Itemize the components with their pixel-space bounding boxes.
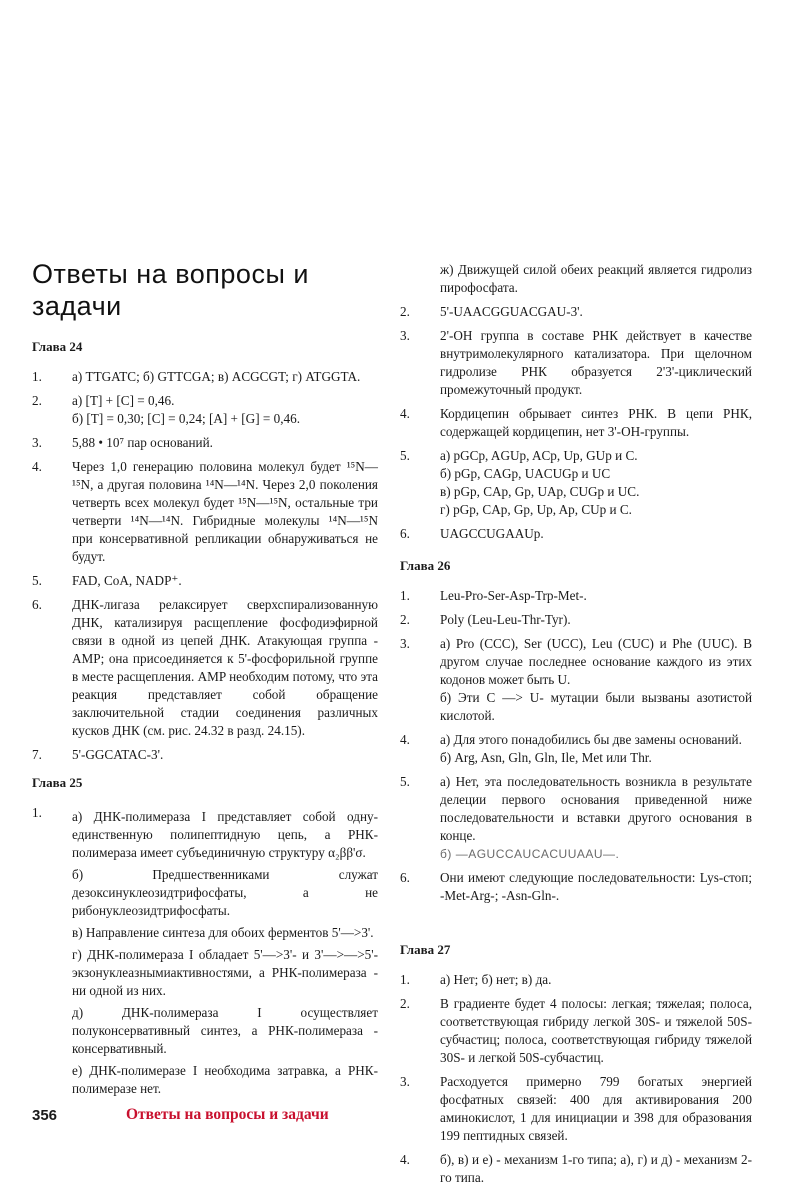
item-number: 4. xyxy=(400,732,410,747)
answer-line: а) [T] + [C] = 0,46. xyxy=(72,393,175,408)
item-number: 3. xyxy=(32,435,42,450)
chapter-26-item-3 xyxy=(400,635,752,725)
item-number: 7. xyxy=(32,747,42,762)
chapter-26-item-6 xyxy=(400,869,752,905)
item-body xyxy=(72,746,378,764)
answer-line: UAGCCUGAAUp. xyxy=(440,526,544,541)
answer-line: б) —AGUCCAUCACUUAAU—. xyxy=(440,847,620,861)
chapter-26-item-5 xyxy=(400,773,752,863)
answer-line: 5'-GGCATAC-3'. xyxy=(72,747,164,762)
item-body xyxy=(440,1151,752,1187)
left-column xyxy=(32,338,378,1104)
item-body xyxy=(72,434,378,452)
answer-part: е) ДНК-полимеразе I необходима затравка, а РНК-полимеразе нет. xyxy=(72,1063,378,1096)
chapter-26-answers xyxy=(400,587,752,905)
item-number: 4. xyxy=(32,459,42,474)
page-number: 356 xyxy=(32,1107,58,1124)
item-number: 5. xyxy=(32,573,42,588)
item-number: 1. xyxy=(32,369,42,384)
answer-line: а) TTGATC; б) GTTCGA; в) ACGCGT; г) ATGGTA. xyxy=(72,369,361,384)
chapter-27-item-4 xyxy=(400,1151,752,1187)
answer-line: г) pGp, CAp, Gp, Up, Ap, CUp и C. xyxy=(440,502,632,517)
item-body xyxy=(440,1073,752,1145)
answer-line: Кордицепин обрывает синтез РНК. В цепи РНК, содержащей кордицепин, нет 3'-OH-группы. xyxy=(440,406,752,439)
answer-part: б) Предшественниками служат дезоксинуклеозидтрифосфаты, а не рибонуклеозидтрифосфаты. xyxy=(72,867,378,918)
chapter-27-item-1 xyxy=(400,971,752,989)
item-number: 4. xyxy=(400,406,410,421)
chapter-24-answers xyxy=(32,368,378,764)
item-number: 1. xyxy=(32,805,42,820)
chapter-25-answers xyxy=(400,303,752,543)
item-body xyxy=(440,869,752,905)
right-column xyxy=(400,261,752,1193)
chapter-25-item-1 xyxy=(32,804,378,1098)
item-body xyxy=(440,971,752,989)
answer-line: Расходуется примерно 799 богатых энергией фосфатных связей: 400 для активирования 200 аминокислот, 1 для инициации и 398 для образования 199 пептидных связей. xyxy=(440,1074,752,1143)
answer-line: а) Нет; б) нет; в) да. xyxy=(440,972,552,987)
item-body xyxy=(440,995,752,1067)
chapter-25-item-5 xyxy=(400,525,752,543)
answer-line: а) pGCp, AGUp, ACp, Up, GUp и C. xyxy=(440,448,638,463)
answer-line: б) pGp, CAGp, UACUGp и UC xyxy=(440,466,611,481)
item-number: 1. xyxy=(400,972,410,987)
item-body xyxy=(72,368,378,386)
answer-part: в) Направление синтеза для обоих ферментов 5'—>3'. xyxy=(72,925,374,940)
item-body xyxy=(72,804,378,1098)
answer-line: 2'-OH группа в составе РНК действует в качестве внутримолекулярного катализатора. При щелочном гидролизе РНК образуется 2'3'-циклический промежуточный продукт. xyxy=(440,328,752,397)
item-body xyxy=(440,611,752,629)
item-body: ж) Движущей силой обеих реакций является гидролиз пирофосфата. xyxy=(440,262,752,295)
answer-part: а) ДНК-полимераза I представляет собой одну-единственную полипептидную цепь, а РНК-полимераза имеет субъединичную структуру α₂ββ'σ. xyxy=(72,809,378,860)
chapter-25-item-3 xyxy=(400,405,752,441)
answer-line: Poly (Leu-Leu-Thr-Tyr). xyxy=(440,612,571,627)
answer-line: а) Нет, эта последовательность возникла в результате делеции первого основания приведенной ниже последовательности и вставки другого основания в конце. xyxy=(440,774,752,843)
answer-line: Через 1,0 генерацию половина молекул будет ¹⁵N—¹⁵N, а другая половина ¹⁴N—¹⁴N. Через 2,0 поколения четверть всех молекул будет ¹⁵N—¹⁵N, остальные три четверти ¹⁴N—¹⁴N. Гибридные молекулы ¹⁴N—¹⁵N при консервативной репликации обнаруживаться не будут. xyxy=(72,459,378,564)
answer-line: а) Для этого понадобились бы две замены оснований. xyxy=(440,732,742,747)
item-number: 3. xyxy=(400,1074,410,1089)
chapter-27-heading: Глава 27 xyxy=(400,942,451,957)
item-number: 2. xyxy=(400,304,410,319)
chapter-24-item-2 xyxy=(32,392,378,428)
item-body xyxy=(440,525,752,543)
answer-line: б) Эти C —> U- мутации были вызваны азотистой кислотой. xyxy=(440,690,752,723)
chapter-27-item-3 xyxy=(400,1073,752,1145)
chapter-25-item-4 xyxy=(400,447,752,519)
answer-line: ДНК-лигаза релаксирует сверхспирализованную ДНК, катализируя расщепление фосфодиэфирной связи в одной из цепей ДНК. Атакующая группа - AMP; она присоединяется к 5'-фосфорильной группе в месте расщепления. AMP необходим потому, что эта реакция представляет собой обращение заключительной стадии соединения различных кусков ДНК (см. рис. 24.32 в разд. 24.15). xyxy=(72,597,378,738)
answer-line: Leu-Pro-Ser-Asp-Trp-Met-. xyxy=(440,588,587,603)
item-number: 1. xyxy=(400,588,410,603)
running-footer-title: Ответы на вопросы и задачи xyxy=(126,1106,329,1123)
item-body xyxy=(72,458,378,566)
item-number: 5. xyxy=(400,448,410,463)
item-body xyxy=(440,731,752,767)
item-number: 2. xyxy=(32,393,42,408)
item-number: 6. xyxy=(32,597,42,612)
item-body xyxy=(440,327,752,399)
item-body xyxy=(440,447,752,519)
item-number: 6. xyxy=(400,526,410,541)
item-body xyxy=(440,773,752,863)
chapter-26-item-4 xyxy=(400,731,752,767)
item-body xyxy=(440,303,752,321)
item-number: 3. xyxy=(400,328,410,343)
chapter-24-item-6 xyxy=(32,596,378,740)
answer-line: в) pGp, CAp, Gp, UAp, CUGp и UC. xyxy=(440,484,640,499)
chapter-25-item-1-continuation xyxy=(400,261,752,297)
item-number: 5. xyxy=(400,774,410,789)
answer-line: 5'-UAACGGUACGAU-3'. xyxy=(440,304,583,319)
chapter-27-answers xyxy=(400,971,752,1187)
answer-line: б) Arg, Asn, Gln, Gln, Ile, Met или Thr. xyxy=(440,750,652,765)
answer-line: б), в) и е) - механизм 1-го типа; а), г) и д) - механизм 2-го типа. xyxy=(440,1152,752,1185)
item-number: 6. xyxy=(400,870,410,885)
answer-line: а) Pro (CCC), Ser (UCC), Leu (CUC) и Phe (UUC). В другом случае последнее основание каждого из этих кодонов может быть U. xyxy=(440,636,752,687)
item-number: 2. xyxy=(400,996,410,1011)
chapter-25-heading: Глава 25 xyxy=(32,775,83,790)
item-number: 2. xyxy=(400,612,410,627)
chapter-25-item-1 xyxy=(400,303,752,321)
item-body xyxy=(440,405,752,441)
chapter-24-item-3 xyxy=(32,434,378,452)
chapter-24-heading: Глава 24 xyxy=(32,339,83,354)
answer-part: г) ДНК-полимераза I обладает 5'—>3'- и 3'—>—>5'-экзонуклеазнымиактивностями, а РНК-полимераза - ни одной из них. xyxy=(72,947,378,998)
item-number: 4. xyxy=(400,1152,410,1167)
chapter-24-item-4 xyxy=(32,458,378,566)
answer-line: 5,88 • 10⁷ пар оснований. xyxy=(72,435,213,450)
item-number: 3. xyxy=(400,636,410,651)
chapter-26-item-1 xyxy=(400,587,752,605)
chapter-27-item-2 xyxy=(400,995,752,1067)
item-body xyxy=(72,572,378,590)
answer-line: FAD, CoA, NADP⁺. xyxy=(72,573,182,588)
item-body xyxy=(440,635,752,725)
answer-part: д) ДНК-полимераза I осуществляет полуконсервативный синтез, а РНК-полимераза - консервативный. xyxy=(72,1005,378,1056)
answer-line: Они имеют следующие последовательности: Lys-стоп; -Met-Arg-; -Asn-Gln-. xyxy=(440,870,752,903)
item-body xyxy=(440,587,752,605)
chapter-26-item-2 xyxy=(400,611,752,629)
item-body xyxy=(72,596,378,740)
chapter-24-item-7 xyxy=(32,746,378,764)
chapter-26-heading: Глава 26 xyxy=(400,558,451,573)
chapter-25-item-2 xyxy=(400,327,752,399)
answer-line: б) [T] = 0,30; [C] = 0,24; [A] + [G] = 0,46. xyxy=(72,411,301,426)
chapter-24-item-1 xyxy=(32,368,378,386)
item-body xyxy=(72,392,378,428)
page-title: Ответы на вопросы и задачи xyxy=(32,259,309,321)
answer-line: В градиенте будет 4 полосы: легкая; тяжелая; полоса, соответствующая гибриду легкой 30S- и тяжелой 50S-субчастиц; полоса, соответствующая гибриду тяжелой 30S- и легкой 50S-субчастиц. xyxy=(440,996,752,1065)
chapter-24-item-5 xyxy=(32,572,378,590)
